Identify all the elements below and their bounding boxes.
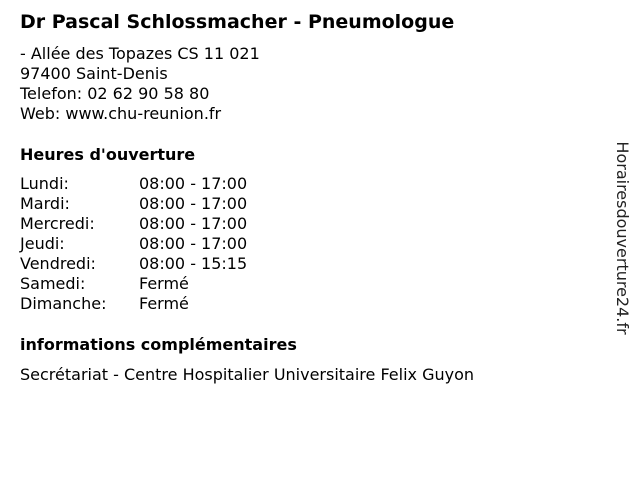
hours-day: Dimanche: [20, 294, 107, 313]
address-city: 97400 Saint-Denis [20, 64, 168, 83]
page-title: Dr Pascal Schlossmacher - Pneumologue [20, 11, 455, 33]
hours-time: 08:00 - 17:00 [139, 194, 248, 213]
website-line: Web: www.chu-reunion.fr [20, 104, 222, 123]
hours-row-tuesday [20, 194, 247, 214]
hours-day: Samedi: [20, 274, 86, 293]
info-text: Secrétariat - Centre Hospitalier Universitaire Felix Guyon [20, 365, 475, 384]
hours-time: 08:00 - 15:15 [139, 254, 248, 273]
hours-row-friday [20, 254, 247, 274]
hours-row-thursday [20, 234, 247, 254]
hours-row-wednesday [20, 214, 247, 234]
hours-day: Mercredi: [20, 214, 95, 233]
hours-day: Vendredi: [20, 254, 96, 273]
address-block [20, 44, 260, 124]
hours-row-sunday [20, 294, 247, 314]
hours-time: 08:00 - 17:00 [139, 214, 248, 233]
hours-time: 08:00 - 17:00 [139, 174, 248, 193]
info-heading: informations complémentaires [20, 335, 297, 354]
hours-day: Jeudi: [20, 234, 65, 253]
hours-time: 08:00 - 17:00 [139, 234, 248, 253]
address-street: - Allée des Topazes CS 11 021 [20, 44, 260, 63]
hours-table [20, 174, 247, 314]
phone-number: Telefon: 02 62 90 58 80 [20, 84, 210, 103]
hours-day: Mardi: [20, 194, 70, 213]
hours-time: Fermé [139, 274, 189, 293]
site-watermark: Horairesdouverture24.fr [613, 141, 632, 335]
hours-time: Fermé [139, 294, 189, 313]
hours-row-monday [20, 174, 247, 194]
hours-day: Lundi: [20, 174, 69, 193]
hours-heading: Heures d'ouverture [20, 145, 196, 164]
hours-row-saturday [20, 274, 247, 294]
